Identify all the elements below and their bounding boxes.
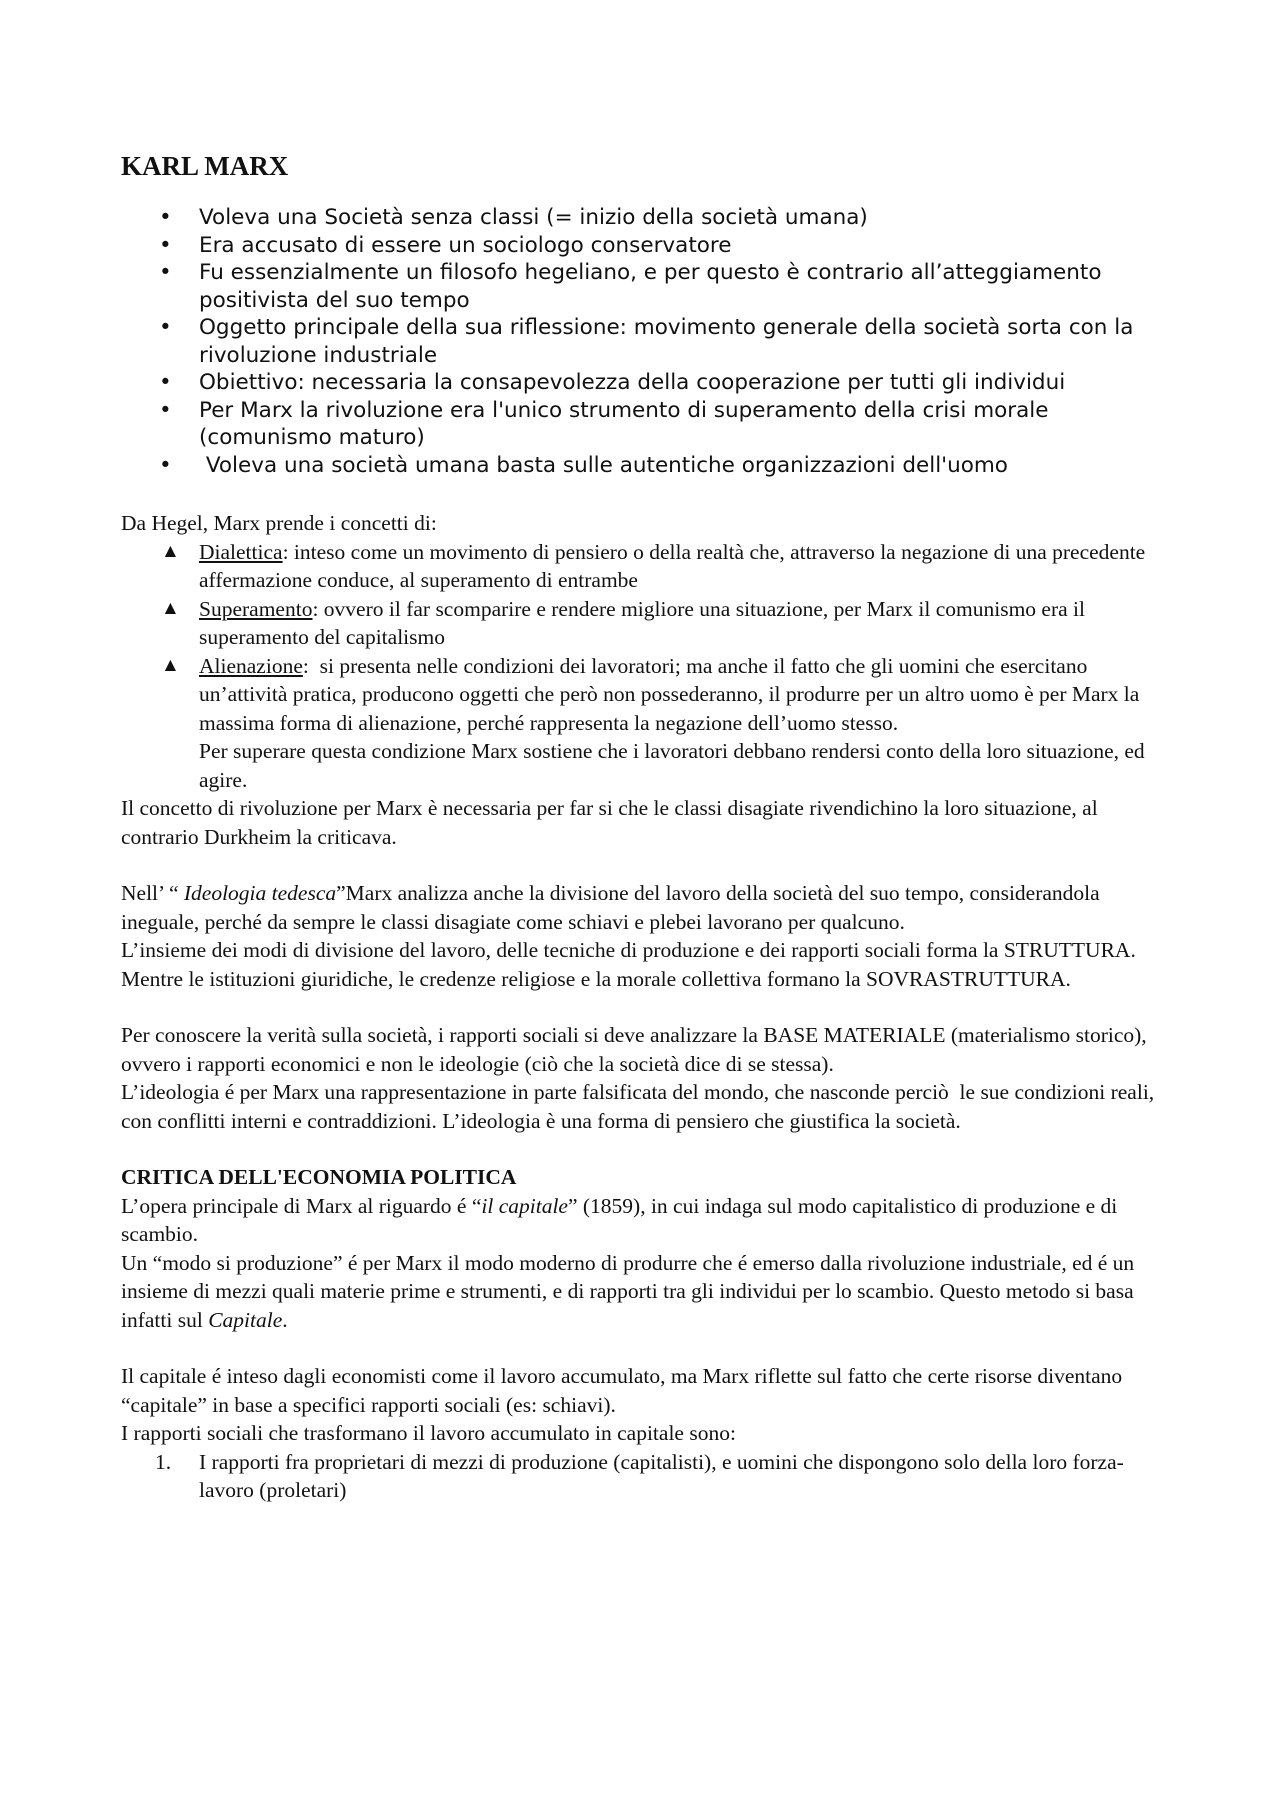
paragraph-opera: L’opera principale di Marx al riguardo é “il capitale” (1859), in cui indaga sul modo capitalistico di produzione e di scambio. (121, 1193, 1118, 1246)
concept-text: : si presenta nelle condizioni dei lavoratori; ma anche il fatto che gli uomini che esercitano un’attività pratica, producono oggetti che però non possederanno, il produrre per un altro uomo è per Marx la massima forma di alienazione, perché rappresenta la negazione dell’uomo stesso. (199, 653, 1145, 735)
paragraph-capitale: Il capitale é inteso dagli economisti come il lavoro accumulato, ma Marx riflette sul fatto che certe risorse diventano “capitale” in base a specifici rapporti sociali (es: schiavi). (121, 1364, 1123, 1417)
paragraph-rapporti-intro: I rapporti sociali che trasformano il lavoro accumulato in capitale sono: (121, 1421, 736, 1445)
bullet-icon: • (159, 315, 172, 340)
concept-item-dialettica (121, 538, 1171, 595)
concept-term: Dialettica (199, 539, 283, 564)
section-title-critica: CRITICA DELL'ECONOMIA POLITICA (121, 1165, 517, 1189)
paragraph-struttura: L’insieme dei modi di divisione del lavoro, delle tecniche di produzione e dei rapporti sociali forma la STRUTTURA. Mentre le istituzioni giuridiche, le credenze religiose e la morale collettiva formano la SOVRASTRUTTURA. (121, 938, 1136, 991)
concept-term: Superamento (199, 596, 313, 621)
bullet-item: • Voleva una Società senza classi (= inizio della società umana) (159, 205, 868, 230)
bullet-item: • Fu essenzialmente un filosofo hegeliano, e per questo è contrario all’atteggiamento positivista del suo tempo (159, 260, 1102, 313)
book-title: il capitale (481, 1193, 568, 1218)
bullet-icon: • (159, 205, 172, 230)
page-title: KARL MARX (121, 151, 289, 181)
paragraph-ideologia-definizione: L’ideologia é per Marx una rappresentazione in parte falsificata del mondo, che nasconde perciò le sue condizioni reali, con conflitti interni e contraddizioni. L’ideologia è una forma di pensiero che giustifica la società. (121, 1080, 1160, 1133)
book-title: Ideologia tedesca (183, 881, 337, 905)
numbered-item: 1. I rapporti fra proprietari di mezzi di produzione (capitalisti), e uomini che dispongono solo della loro forza-lavoro (proletari) (155, 1449, 1124, 1502)
concepts-list (121, 538, 1171, 795)
bullet-icon: • (159, 397, 172, 423)
document-content (121, 150, 1171, 1505)
triangle-bullet-icon: ▲ (161, 654, 180, 676)
bullet-icon: • (159, 260, 172, 285)
paragraph-modo-produzione: Un “modo si produzione” é per Marx il modo moderno di produrre che é emerso dalla rivoluzione industriale, ed é un insieme di mezzi quali materie prime e strumenti, e di rapporti tra gli individui per lo scambio. Questo metodo si basa infatti sul Capitale. (121, 1250, 1135, 1332)
hegel-intro: Da Hegel, Marx prende i concetti di: (121, 511, 437, 535)
bullet-item: • Obiettivo: necessaria la consapevolezza della cooperazione per tutti gli individui (159, 370, 1066, 395)
bullet-item: • Per Marx la rivoluzione era l'unico strumento di superamento della crisi morale (comunismo maturo) (159, 397, 1049, 450)
item-number: 1. (155, 1449, 172, 1474)
bullet-icon: • (159, 232, 172, 258)
concept-term: Alienazione (199, 653, 303, 678)
paragraph-rivoluzione: Il concetto di rivoluzione per Marx è necessaria per far si che le classi disagiate rivendichino la loro situazione, al contrario Durkheim la criticava. (121, 796, 1098, 849)
bullet-icon: • (159, 452, 172, 478)
concept-item-alienazione (121, 652, 1171, 795)
concept-extra: Per superare questa condizione Marx sostiene che i lavoratori debbano rendersi conto della loro situazione, ed agire. (199, 739, 1145, 792)
bullet-item: • Voleva una società umana basta sulle autentiche organizzazioni dell'uomo (159, 452, 1008, 478)
concept-text: : ovvero il far scomparire e rendere migliore una situazione, per Marx il comunismo era il superamento del capitalismo (199, 596, 1085, 649)
rapporti-numbered-list (121, 1448, 1171, 1505)
triangle-bullet-icon: ▲ (161, 597, 180, 619)
bullet-icon: • (159, 370, 172, 395)
paragraph-base-materiale: Per conoscere la verità sulla società, i rapporti sociali si deve analizzare la BASE MATERIALE (materialismo storico), ovvero i rapporti economici e non le ideologie (ciò che la società dice di se stessa). (121, 1023, 1147, 1076)
bullet-item: • Oggetto principale della sua riflessione: movimento generale della società sorta con la rivoluzione industriale (159, 315, 1134, 368)
bullet-item: • Era accusato di essere un sociologo conservatore (159, 232, 732, 258)
triangle-bullet-icon: ▲ (161, 540, 180, 562)
paragraph-ideologia-tedesca: Nell’ “ Ideologia tedesca”Marx analizza anche la divisione del lavoro della società del suo tempo, considerandola ineguale, perché da sempre le classi disagiate come schiavi e plebei lavorano per qualcuno. (121, 881, 1100, 934)
intro-bullet-list (121, 204, 1171, 479)
concept-text: : inteso come un movimento di pensiero o della realtà che, attraverso la negazione di una precedente affermazione conduce, al superamento di entrambe (199, 539, 1146, 592)
concept-item-superamento (121, 595, 1171, 652)
